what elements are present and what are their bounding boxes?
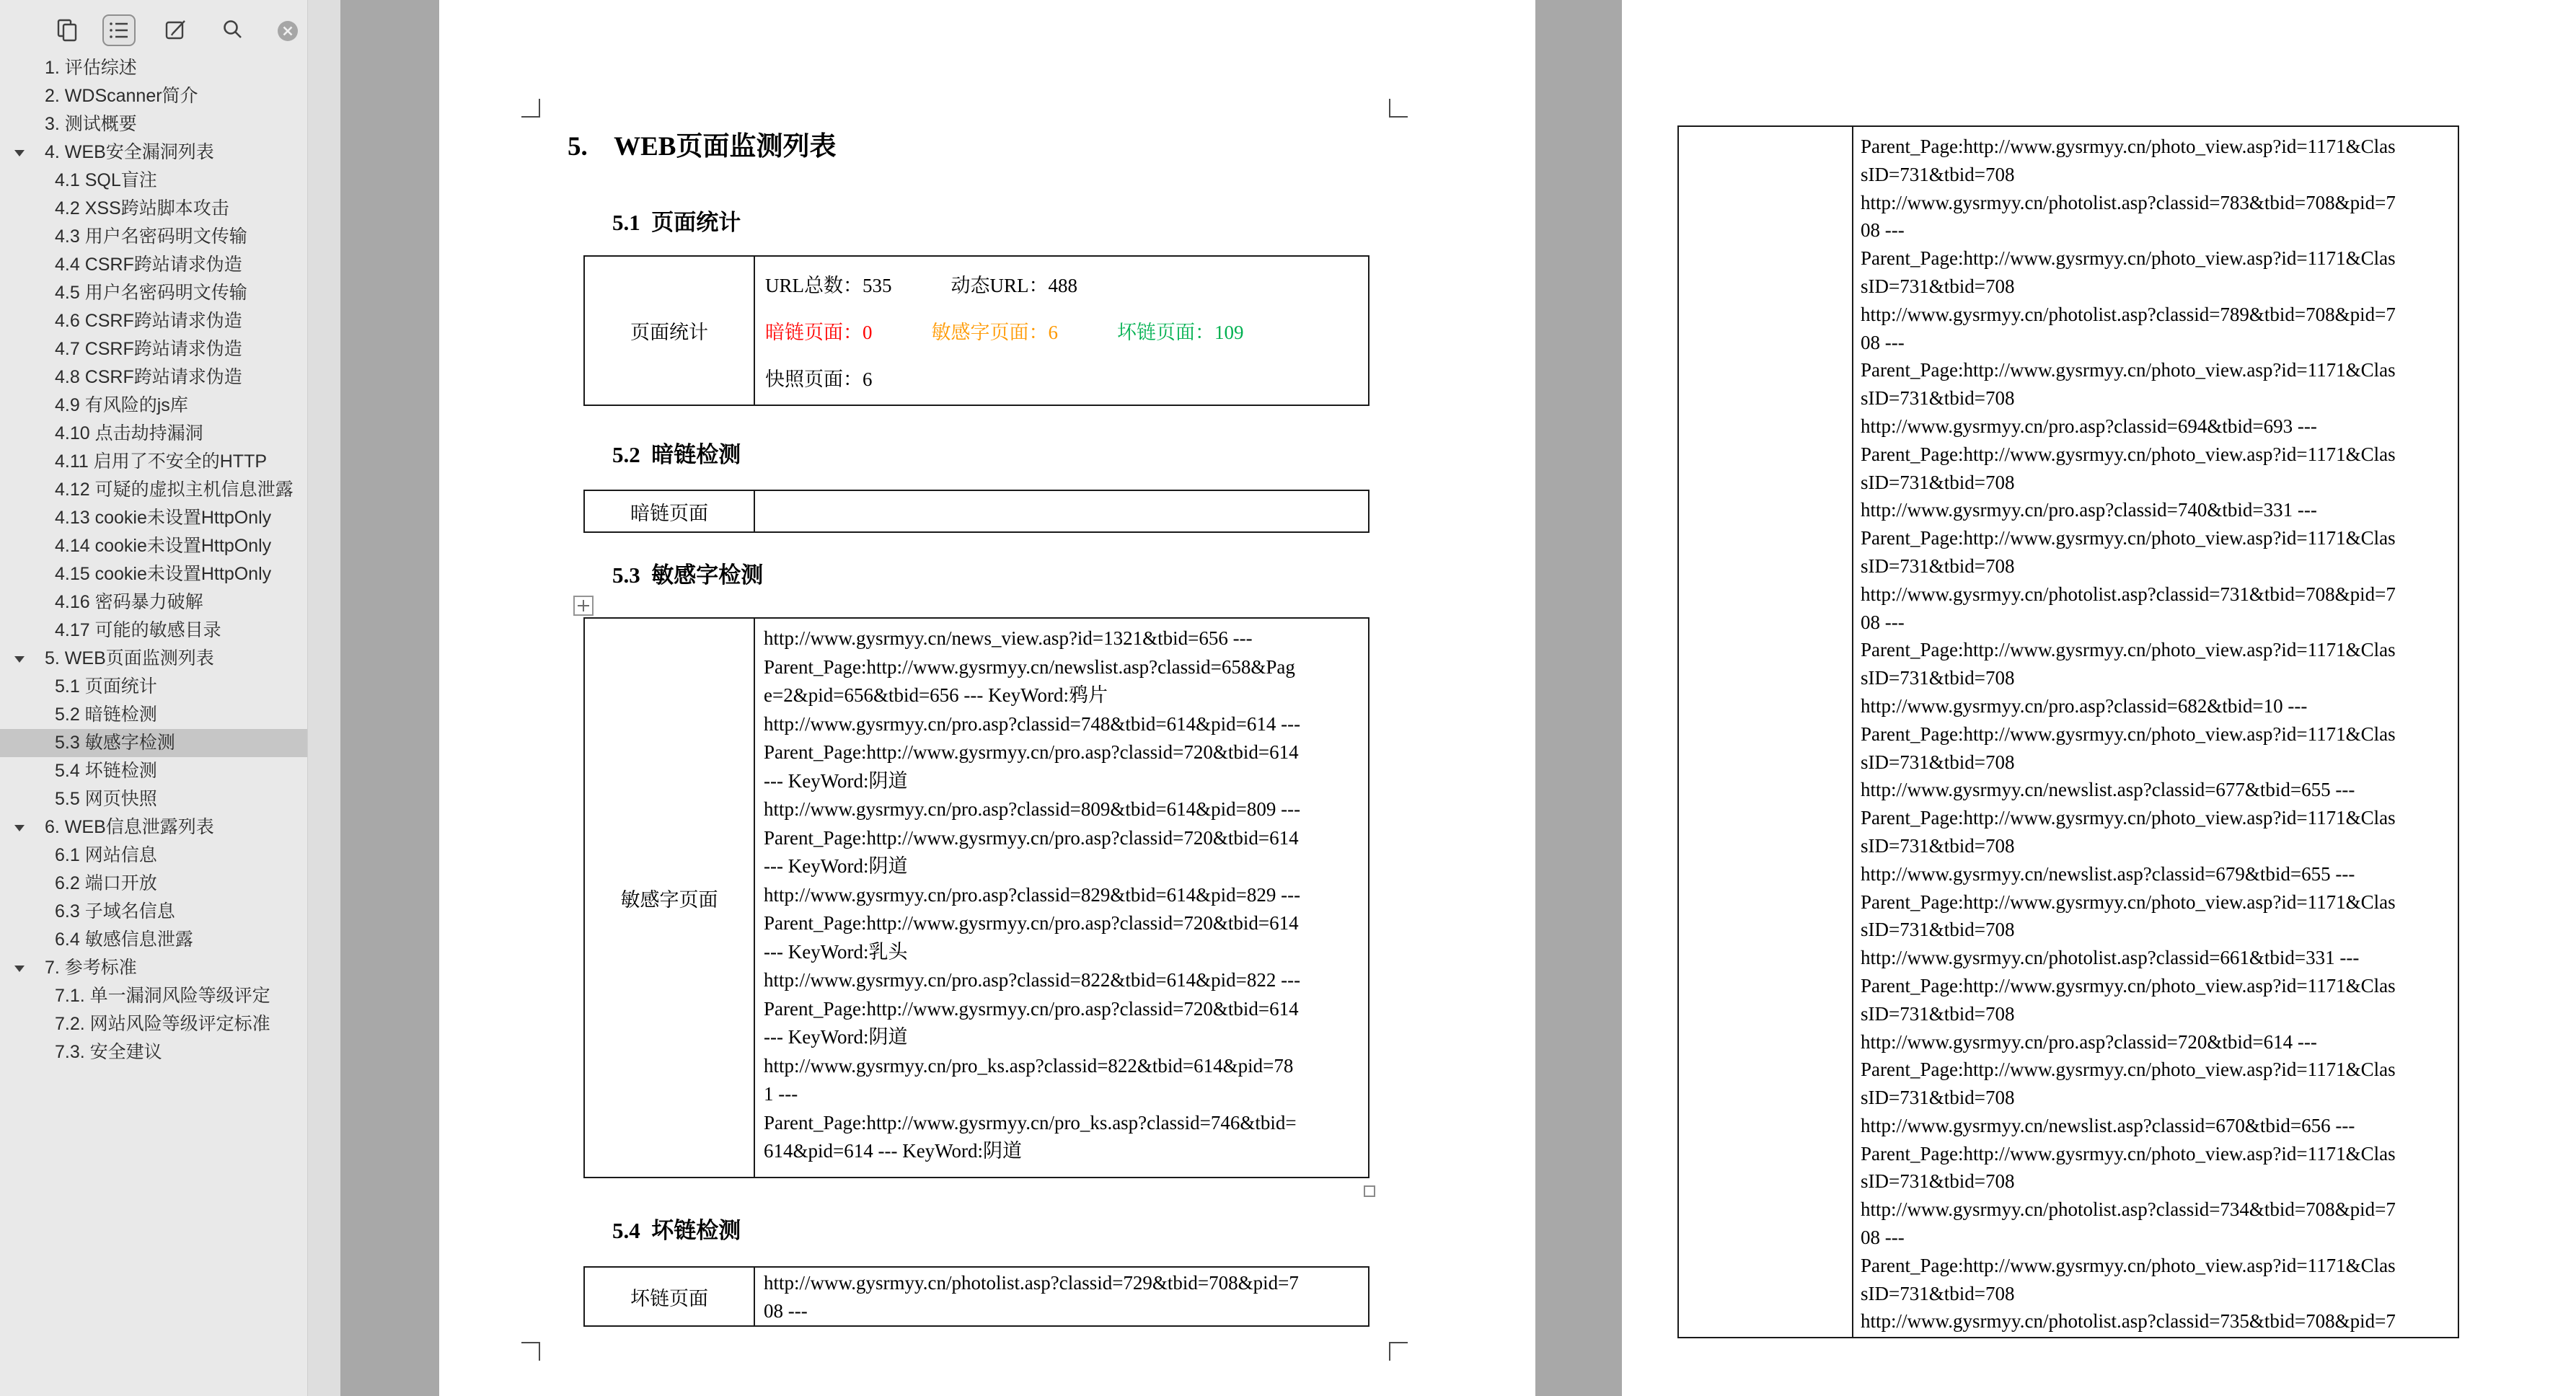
url-line: 614&pid=614 --- KeyWord:阴道	[764, 1140, 1023, 1162]
url-line: sID=731&tbid=708	[1861, 667, 2015, 689]
url-line: http://www.gysrmyy.cn/photolist.asp?classid=734&tbid=708&pid=7	[1861, 1198, 2396, 1221]
url-line: sID=731&tbid=708	[1861, 555, 2015, 577]
outline-item-label: 4.7 CSRF跨站请求伪造	[55, 339, 242, 359]
outline-item[interactable]	[0, 701, 307, 729]
outline-item[interactable]	[0, 1010, 307, 1038]
table-label-cell: 敏感字页面	[585, 619, 755, 1177]
url-line: 08 ---	[1861, 331, 1905, 353]
url-line: sID=731&tbid=708	[1861, 471, 2015, 493]
table-content-cell	[755, 257, 1368, 405]
url-line: http://www.gysrmyy.cn/photolist.asp?classid=729&tbid=708&pid=7	[764, 1272, 1299, 1294]
outline-item-label: 4.4 CSRF跨站请求伪造	[55, 255, 242, 275]
url-line: Parent_Page:http://www.gysrmyy.cn/photo_view.asp?id=1171&Clas	[1861, 136, 2396, 157]
outline-item-label: 6.4 敏感信息泄露	[55, 929, 193, 950]
url-line: http://www.gysrmyy.cn/pro.asp?classid=682&tbid=10 ---	[1861, 694, 2308, 717]
table-content-cell	[1853, 127, 2458, 1337]
url-line: --- KeyWord:阴道	[764, 1026, 908, 1048]
url-line: http://www.gysrmyy.cn/pro.asp?classid=720&tbid=614 ---	[1861, 1030, 2317, 1053]
outline-item[interactable]	[0, 617, 307, 645]
outline-item-label: 5.5 网页快照	[55, 789, 157, 809]
table-content-cell	[755, 619, 1368, 1177]
outline-item[interactable]	[0, 645, 307, 673]
outline-item-label: 6.3 子域名信息	[55, 901, 175, 922]
outline-item[interactable]	[0, 813, 307, 841]
stats-row	[765, 354, 1368, 401]
outline-item-label: 5.4 坏链检测	[55, 761, 157, 781]
url-line: http://www.gysrmyy.cn/pro.asp?classid=822&tbid=614&pid=822 ---	[764, 969, 1301, 991]
outline-item-label: 4.3 用户名密码明文传输	[55, 226, 247, 247]
stat-value: 敏感字页面：6	[931, 322, 1058, 343]
search-button[interactable]	[216, 14, 250, 46]
outline-item[interactable]	[0, 363, 307, 392]
url-line: http://www.gysrmyy.cn/photolist.asp?classid=783&tbid=708&pid=7	[1861, 191, 2396, 213]
outline-item[interactable]	[0, 560, 307, 588]
outline-item-label: 4.12 可疑的虚拟主机信息泄露	[55, 480, 294, 500]
outline-item-label: 4.9 有风险的js库	[55, 395, 188, 415]
url-line: Parent_Page:http://www.gysrmyy.cn/pro.asp?classid=720&tbid=614	[764, 741, 1299, 763]
url-line: Parent_Page:http://www.gysrmyy.cn/pro.asp?classid=720&tbid=614	[764, 997, 1299, 1020]
outline-item[interactable]	[0, 307, 307, 335]
compose-icon	[163, 17, 189, 43]
outline-item-label: 7.3. 安全建议	[55, 1042, 162, 1062]
outline-item-label: 5.1 页面统计	[55, 676, 157, 697]
outline-item-label: 2. WDScanner简介	[45, 86, 198, 106]
sidebar-scroll-gutter[interactable]	[307, 0, 340, 1396]
outline-item-label: 6.1 网站信息	[55, 845, 157, 865]
outline-item[interactable]	[0, 729, 307, 757]
url-line: http://www.gysrmyy.cn/news_view.asp?id=1321&tbid=656 ---	[764, 627, 1253, 649]
url-line: sID=731&tbid=708	[1861, 919, 2015, 941]
url-line: 08 ---	[1861, 219, 1905, 242]
disclosure-triangle-icon[interactable]	[14, 150, 25, 156]
url-line: Parent_Page:http://www.gysrmyy.cn/photo_view.asp?id=1171&Clas	[1861, 1254, 2396, 1276]
url-line: http://www.gysrmyy.cn/pro.asp?classid=829&tbid=614&pid=829 ---	[764, 883, 1301, 906]
sidebar-toolbar	[0, 0, 340, 53]
sensitive-word-table[interactable]	[583, 617, 1369, 1178]
section-heading: 5. WEB页面监测列表	[568, 132, 837, 162]
url-line: sID=731&tbid=708	[1861, 1087, 2015, 1109]
url-line: --- KeyWord:阴道	[764, 855, 908, 877]
outline-item-label: 4.11 启用了不安全的HTTP	[55, 451, 268, 472]
url-line: Parent_Page:http://www.gysrmyy.cn/pro.asp?classid=720&tbid=614	[764, 826, 1299, 849]
outline-item-label: 4.16 密码暴力破解	[55, 592, 203, 612]
outline-item-label: 4.5 用户名密码明文传输	[55, 283, 247, 303]
outline-item[interactable]	[0, 138, 307, 167]
disclosure-triangle-icon[interactable]	[14, 825, 25, 831]
subsection-heading-broken-link: 5.4 坏链检测	[612, 1218, 741, 1243]
url-line: http://www.gysrmyy.cn/photolist.asp?classid=735&tbid=708&pid=7	[1861, 1310, 2396, 1333]
url-line: http://www.gysrmyy.cn/pro.asp?classid=809&tbid=614&pid=809 ---	[764, 798, 1301, 820]
outline-item-label: 7.1. 单一漏洞风险等级评定	[55, 986, 270, 1006]
url-line: Parent_Page:http://www.gysrmyy.cn/photo_view.asp?id=1171&Clas	[1861, 359, 2396, 381]
outline-item[interactable]	[0, 448, 307, 476]
outline-list	[0, 54, 307, 1066]
outline-item-label: 5.3 敏感字检测	[55, 733, 175, 753]
stat-value: URL总数：535	[765, 275, 892, 296]
broken-link-table[interactable]	[583, 1266, 1369, 1327]
url-line: --- KeyWord:乳头	[764, 940, 908, 963]
outline-item[interactable]	[0, 279, 307, 307]
url-line: http://www.gysrmyy.cn/pro_ks.asp?classid=822&tbid=614&pid=78	[764, 1054, 1294, 1077]
close-sidebar-button[interactable]	[277, 20, 299, 42]
url-line: Parent_Page:http://www.gysrmyy.cn/pro.asp?classid=720&tbid=614	[764, 912, 1299, 934]
table-move-handle-icon[interactable]	[573, 596, 594, 616]
outline-item[interactable]	[0, 476, 307, 504]
url-line: 08 ---	[764, 1300, 808, 1322]
outline-item[interactable]	[0, 982, 307, 1010]
disclosure-triangle-icon[interactable]	[14, 966, 25, 972]
table-content-cell	[755, 1268, 1368, 1325]
outline-item[interactable]	[0, 870, 307, 898]
outline-item-label: 4.14 cookie未设置HttpOnly	[55, 536, 272, 556]
url-line: sID=731&tbid=708	[1861, 1282, 2015, 1304]
url-line: Parent_Page:http://www.gysrmyy.cn/pro_ks.asp?classid=746&tbid=	[764, 1111, 1297, 1134]
table-label-cell: 坏链页面	[585, 1268, 755, 1325]
url-line: sID=731&tbid=708	[1861, 1170, 2015, 1193]
outline-item[interactable]	[0, 785, 307, 813]
outline-item[interactable]	[0, 841, 307, 870]
outline-item-label: 4.1 SQL盲注	[55, 170, 157, 190]
close-icon	[277, 32, 299, 45]
document-page-1[interactable]	[439, 0, 1535, 1396]
url-line: Parent_Page:http://www.gysrmyy.cn/photo_view.asp?id=1171&Clas	[1861, 1142, 2396, 1165]
outline-item[interactable]	[0, 110, 307, 138]
stat-value: 坏链页面：109	[1117, 322, 1244, 343]
stats-row	[765, 307, 1368, 354]
outline-item-label: 5.2 暗链检测	[55, 704, 157, 725]
table-label-cell: 页面统计	[585, 257, 755, 405]
url-line: sID=731&tbid=708	[1861, 834, 2015, 857]
outline-item[interactable]	[0, 82, 307, 110]
subsection-heading-sensitive-word: 5.3 敏感字检测	[612, 562, 764, 588]
sidebar	[0, 0, 340, 1396]
url-line: sID=731&tbid=708	[1861, 163, 2015, 185]
outline-item-label: 4.13 cookie未设置HttpOnly	[55, 508, 272, 528]
url-line: sID=731&tbid=708	[1861, 751, 2015, 773]
url-line: 08 ---	[1861, 1227, 1905, 1249]
outline-item[interactable]	[0, 898, 307, 926]
outline-icon	[106, 17, 132, 43]
url-line: http://www.gysrmyy.cn/newslist.asp?classid=679&tbid=655 ---	[1861, 862, 2355, 885]
table-resize-handle[interactable]	[1364, 1185, 1375, 1197]
outline-item[interactable]	[0, 195, 307, 223]
url-line: Parent_Page:http://www.gysrmyy.cn/photo_view.asp?id=1171&Clas	[1861, 247, 2396, 270]
margin-mark-bottom-right	[1389, 1342, 1408, 1361]
margin-mark-top-left	[521, 99, 540, 118]
url-line: http://www.gysrmyy.cn/newslist.asp?classid=670&tbid=656 ---	[1861, 1114, 2355, 1136]
url-line: http://www.gysrmyy.cn/photolist.asp?classid=731&tbid=708&pid=7	[1861, 583, 2396, 605]
outline-item[interactable]	[0, 504, 307, 532]
outline-item-label: 7. 参考标准	[45, 958, 137, 978]
url-line: Parent_Page:http://www.gysrmyy.cn/photo_view.asp?id=1171&Clas	[1861, 891, 2396, 913]
url-line: Parent_Page:http://www.gysrmyy.cn/photo_view.asp?id=1171&Clas	[1861, 807, 2396, 829]
table-label-cell	[1679, 127, 1853, 1337]
disclosure-triangle-icon[interactable]	[14, 656, 25, 663]
outline-item[interactable]	[0, 335, 307, 363]
outline-item[interactable]	[0, 420, 307, 448]
stat-value: 快照页面：6	[765, 368, 873, 390]
outline-item[interactable]	[0, 588, 307, 617]
outline-item[interactable]	[0, 54, 307, 82]
outline-item-label: 4.10 点击劫持漏洞	[55, 423, 203, 443]
url-line: Parent_Page:http://www.gysrmyy.cn/photo_view.asp?id=1171&Clas	[1861, 974, 2396, 997]
url-line: Parent_Page:http://www.gysrmyy.cn/photo_view.asp?id=1171&Clas	[1861, 1059, 2396, 1081]
url-line: http://www.gysrmyy.cn/pro.asp?classid=740&tbid=331 ---	[1861, 499, 2317, 521]
subsection-heading-page-stats: 5.1 页面统计	[612, 210, 741, 235]
pages-icon	[54, 17, 80, 43]
pages-button[interactable]	[50, 14, 84, 46]
document-page-2[interactable]	[1622, 0, 2576, 1396]
outline-button[interactable]	[102, 14, 136, 46]
url-line: http://www.gysrmyy.cn/pro.asp?classid=748&tbid=614&pid=614 ---	[764, 712, 1301, 735]
outline-item-label: 6. WEB信息泄露列表	[45, 817, 214, 837]
url-line: e=2&pid=656&tbid=656 --- KeyWord:鸦片	[764, 684, 1108, 706]
outline-item-label: 5. WEB页面监测列表	[45, 648, 214, 668]
url-line: Parent_Page:http://www.gysrmyy.cn/newslist.asp?classid=658&Pag	[764, 655, 1295, 678]
url-line: 1 ---	[764, 1083, 798, 1105]
url-line: http://www.gysrmyy.cn/newslist.asp?classid=677&tbid=655 ---	[1861, 779, 2355, 801]
outline-item-label: 4.6 CSRF跨站请求伪造	[55, 311, 242, 331]
url-line: http://www.gysrmyy.cn/pro.asp?classid=694&tbid=693 ---	[1861, 415, 2317, 437]
stat-value: 暗链页面：0	[765, 322, 873, 343]
url-line: sID=731&tbid=708	[1861, 275, 2015, 297]
outline-item-label: 6.2 端口开放	[55, 873, 157, 893]
url-line: --- KeyWord:阴道	[764, 769, 908, 792]
outline-item-label: 3. 测试概要	[45, 114, 137, 134]
outline-item[interactable]	[0, 532, 307, 560]
broken-link-table-continued[interactable]	[1677, 125, 2459, 1338]
url-line: http://www.gysrmyy.cn/photolist.asp?classid=789&tbid=708&pid=7	[1861, 303, 2396, 325]
margin-mark-top-right	[1389, 99, 1408, 118]
url-line: sID=731&tbid=708	[1861, 387, 2015, 410]
url-line: sID=731&tbid=708	[1861, 1002, 2015, 1025]
url-line: http://www.gysrmyy.cn/photolist.asp?classid=661&tbid=331 ---	[1861, 947, 2360, 969]
outline-item-label: 1. 评估综述	[45, 58, 137, 78]
stats-row	[765, 260, 1368, 307]
subsection-heading-dark-link: 5.2 暗链检测	[612, 442, 741, 467]
outline-item-label: 4.15 cookie未设置HttpOnly	[55, 564, 272, 584]
url-line: Parent_Page:http://www.gysrmyy.cn/photo_view.asp?id=1171&Clas	[1861, 723, 2396, 745]
outline-item-label: 4. WEB安全漏洞列表	[45, 142, 214, 162]
url-line: Parent_Page:http://www.gysrmyy.cn/photo_view.asp?id=1171&Clas	[1861, 639, 2396, 661]
margin-mark-bottom-left	[521, 1342, 540, 1361]
outline-item-label: 4.8 CSRF跨站请求伪造	[55, 367, 242, 387]
outline-item[interactable]	[0, 926, 307, 954]
compose-button[interactable]	[159, 14, 193, 46]
outline-item[interactable]	[0, 223, 307, 251]
outline-item[interactable]	[0, 954, 307, 982]
outline-item[interactable]	[0, 1038, 307, 1066]
url-line: Parent_Page:http://www.gysrmyy.cn/photo_view.asp?id=1171&Clas	[1861, 443, 2396, 465]
page-stats-table[interactable]	[583, 255, 1369, 406]
url-line: 08 ---	[1861, 611, 1905, 633]
outline-item[interactable]	[0, 673, 307, 701]
outline-item[interactable]	[0, 757, 307, 785]
stat-value: 动态URL：488	[950, 275, 1077, 296]
dark-link-table[interactable]	[583, 490, 1369, 533]
search-icon	[220, 17, 246, 43]
outline-item[interactable]	[0, 251, 307, 279]
outline-item-label: 4.2 XSS跨站脚本攻击	[55, 198, 229, 218]
outline-item[interactable]	[0, 167, 307, 195]
url-line: Parent_Page:http://www.gysrmyy.cn/photo_view.asp?id=1171&Clas	[1861, 527, 2396, 549]
outline-item[interactable]	[0, 392, 307, 420]
outline-item-label: 7.2. 网站风险等级评定标准	[55, 1014, 270, 1034]
outline-item-label: 4.17 可能的敏感目录	[55, 620, 221, 640]
table-content-cell	[755, 491, 1368, 531]
table-label-cell: 暗链页面	[585, 491, 755, 531]
